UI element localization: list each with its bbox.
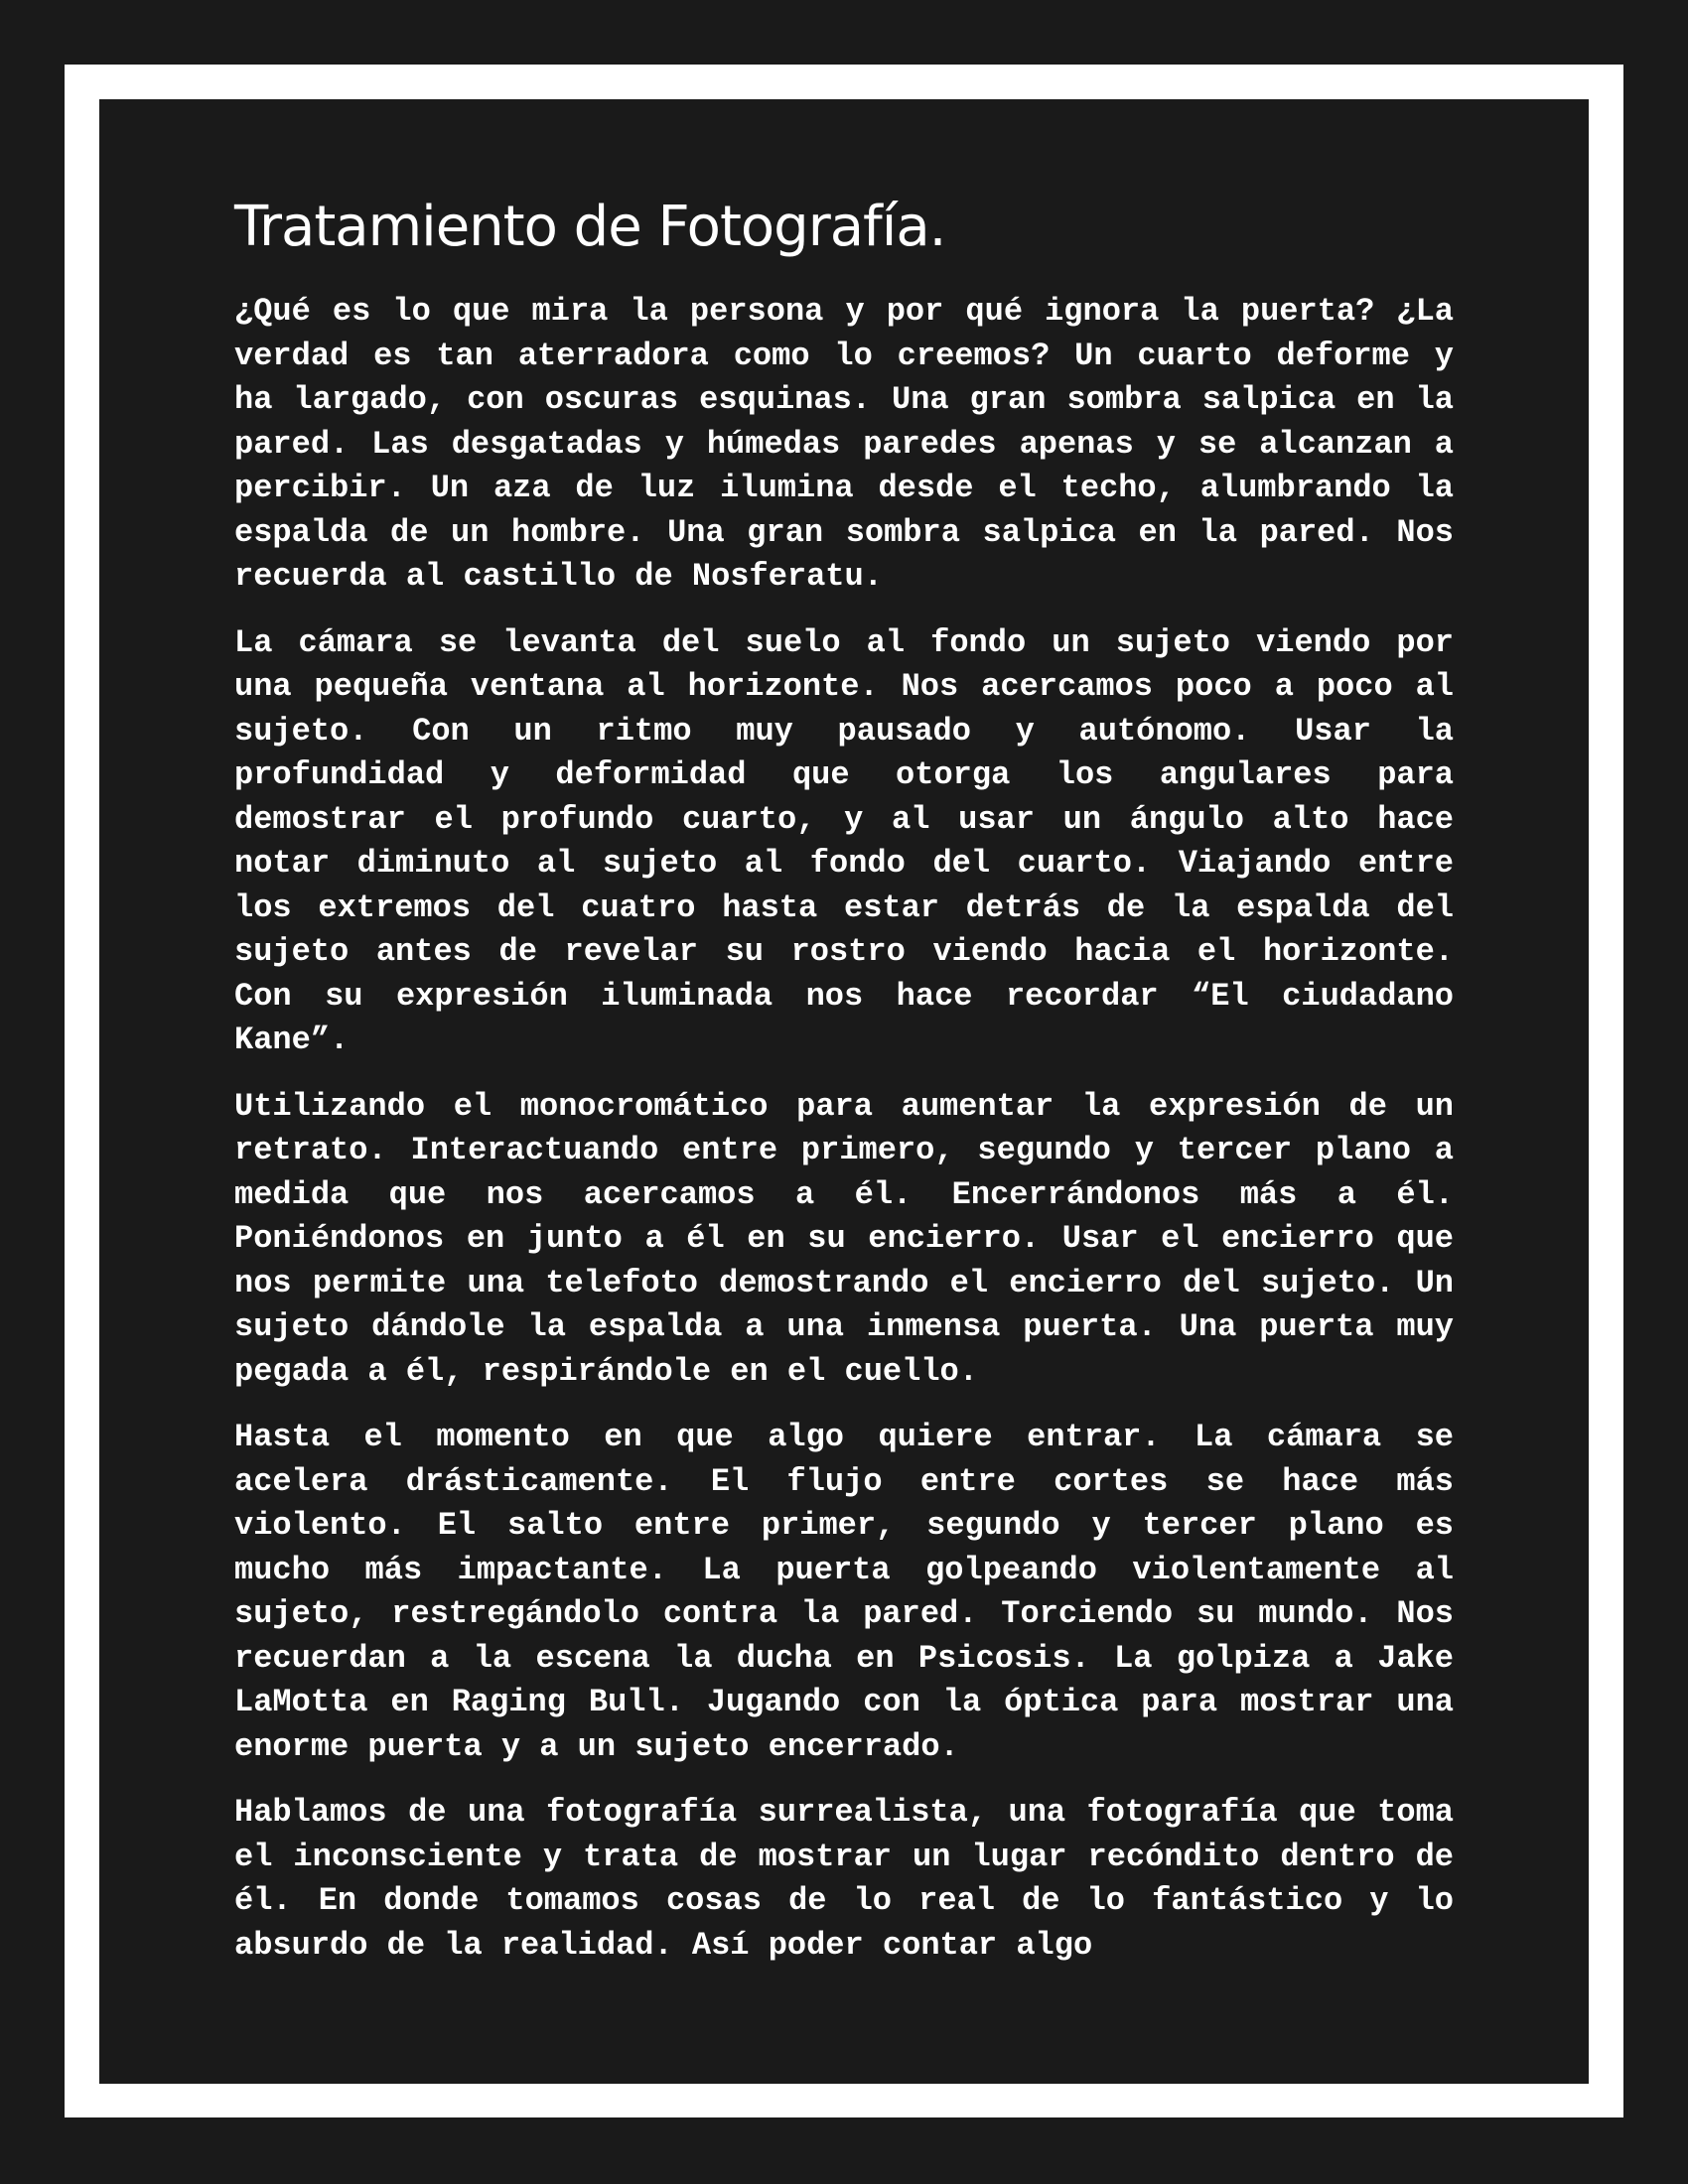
paragraph-4: Hasta el momento en que algo quiere entrar. La cámara se acelera drásticamente. El flujo entre cortes se hace más violento. El salto entre primer, segundo y tercer plano es mucho más impactante. La puerta golpeando violentamente al sujeto, restregándolo contra la pared. Torciendo su mundo. Nos recuerdan a la escena la ducha en Psicosis. La golpiza a Jake LaMotta en Raging Bull. Jugando con la óptica para mostrar una enorme puerta y a un sujeto encerrado. [234, 1419, 1454, 1765]
paragraph-3: Utilizando el monocromático para aumentar la expresión de un retrato. Interactuando entre primero, segundo y tercer plano a medida que nos acercamos a él. Encerrándonos más a él. Poniéndonos en junto a él en su encierro. Usar el encierro que nos permite una telefoto demostrando el encierro del sujeto. Un sujeto dándole la espalda a una inmensa puerta. Una puerta muy pegada a él, respirándole en el cuello. [234, 1087, 1454, 1390]
paragraph-5: Hablamos de una fotografía surrealista, una fotografía que toma el inconsciente y trata de mostrar un lugar recóndito dentro de él. En donde tomamos cosas de lo real de lo fantástico y lo absurdo de la realidad. Así poder contar algo [234, 1794, 1454, 1964]
page-title: Tratamiento de Fotografía. [234, 195, 946, 259]
document-body [234, 194, 1454, 1989]
paragraph-1: ¿Qué es lo que mira la persona y por qué ignora la puerta? ¿La verdad es tan aterradora como lo creemos? Un cuarto deforme y ha largado, con oscuras esquinas. Una gran sombra salpica en la pared. Las desgatadas y húmedas paredes apenas y se alcanzan a percibir. Un aza de luz ilumina desde el techo, alumbrando la espalda de un hombre. Una gran sombra salpica en la pared. Nos recuerda al castillo de Nosferatu. [234, 293, 1454, 596]
paragraph-2: La cámara se levanta del suelo al fondo un sujeto viendo por una pequeña ventana al horizonte. Nos acercamos poco a poco al sujeto. Con un ritmo muy pausado y autónomo. Usar la profundidad y deformidad que otorga los angulares para demostrar el profundo cuarto, y al usar un ángulo alto hace notar diminuto al sujeto al fondo del cuarto. Viajando entre los extremos del cuatro hasta estar detrás de la espalda del sujeto antes de revelar su rostro viendo hacia el horizonte. Con su expresión iluminada nos hace recordar “El ciudadano Kane”. [234, 623, 1454, 1059]
